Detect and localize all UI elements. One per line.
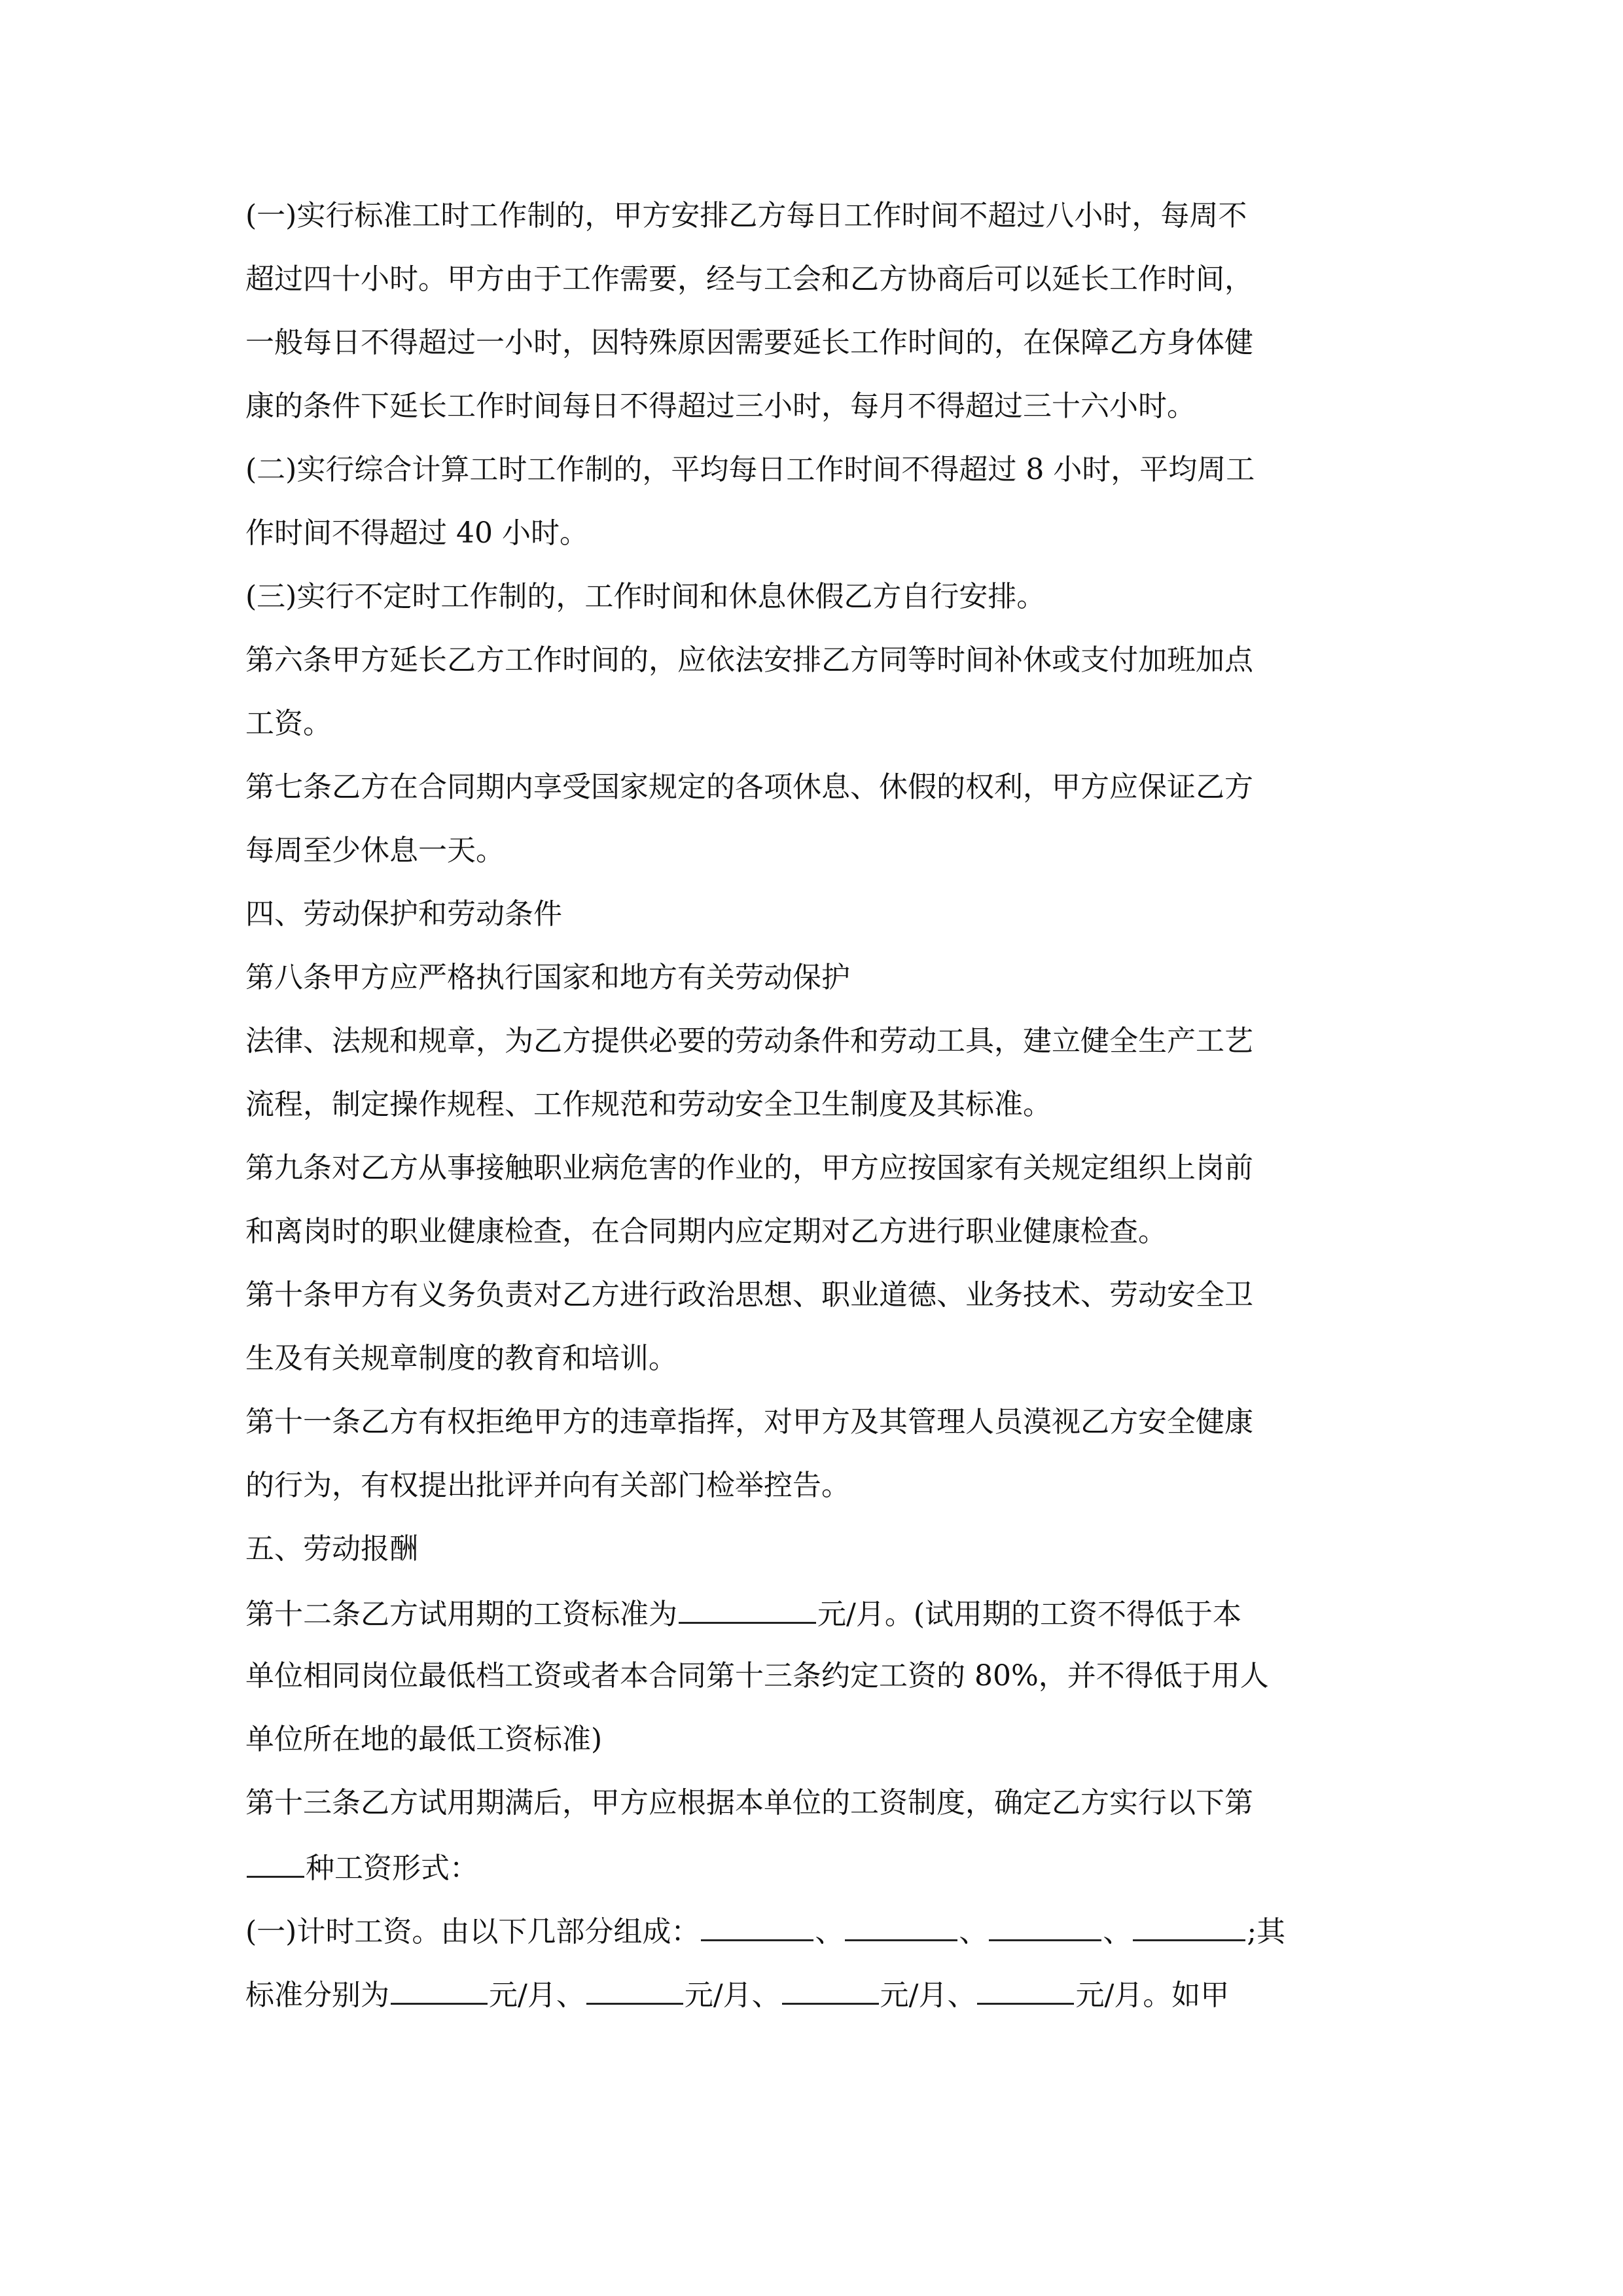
section-heading: 四、劳动保护和劳动条件 bbox=[245, 897, 562, 931]
unit: 元/月 bbox=[489, 1979, 556, 2012]
wage-form-number-blank[interactable] bbox=[247, 1847, 304, 1878]
section-heading: 五、劳动报酬 bbox=[245, 1532, 418, 1566]
line-text: 第十二条乙方试用期的工资标准为 bbox=[245, 1598, 677, 1631]
unit: 元/月 bbox=[880, 1979, 948, 2012]
text-line bbox=[245, 1847, 478, 1886]
text-line: 的行为，有权提出批评并向有关部门检举控告。 bbox=[245, 1469, 850, 1502]
text-line: (二)实行综合计算工时工作制的，平均每日工作时间不得超过 8 小时，平均周工 bbox=[245, 453, 1255, 486]
separator: 、 bbox=[815, 1915, 844, 1948]
text-line: 康的条件下延长工作时间每日不得超过三小时，每月不得超过三十六小时。 bbox=[245, 389, 1196, 423]
text-line: 超过四十小时。甲方由于工作需要，经与工会和乙方协商后可以延长工作时间， bbox=[245, 262, 1253, 296]
unit: 元/月 bbox=[1075, 1979, 1143, 2012]
separator: 、 bbox=[947, 1979, 976, 2012]
text-line: 一般每日不得超过一小时，因特殊原因需要延长工作时间的，在保障乙方身体健 bbox=[245, 326, 1253, 359]
wage-component-blank[interactable] bbox=[989, 1910, 1101, 1941]
separator: 、 bbox=[1103, 1915, 1132, 1948]
text-line: 第九条对乙方从事接触职业病危害的作业的，甲方应按国家有关规定组织上岗前 bbox=[245, 1151, 1253, 1185]
line-text: 。如甲 bbox=[1143, 1979, 1230, 2012]
line-text: 标准分别为 bbox=[245, 1979, 389, 2012]
wage-component-blank[interactable] bbox=[701, 1910, 813, 1941]
text-line: 第七条乙方在合同期内享受国家规定的各项休息、休假的权利，甲方应保证乙方 bbox=[245, 770, 1253, 804]
text-line: 法律、法规和规章，为乙方提供必要的劳动条件和劳动工具，建立健全生产工艺 bbox=[245, 1024, 1253, 1058]
unit: 元/月 bbox=[684, 1979, 752, 2012]
text-line: 流程，制定操作规程、工作规范和劳动安全卫生制度及其标准。 bbox=[245, 1088, 1052, 1121]
text-line: 工资。 bbox=[245, 707, 332, 740]
wage-standard-blank[interactable] bbox=[782, 1974, 879, 2005]
separator: 、 bbox=[959, 1915, 988, 1948]
separator: 、 bbox=[751, 1979, 781, 2012]
line-text: (一)计时工资。由以下几部分组成： bbox=[245, 1915, 700, 1948]
separator: 、 bbox=[556, 1979, 585, 2012]
text-line: 第六条甲方延长乙方工作时间的，应依法安排乙方同等时间补休或支付加班加点 bbox=[245, 643, 1253, 677]
text-line: (一)实行标准工时工作制的，甲方安排乙方每日工作时间不超过八小时，每周不 bbox=[245, 199, 1247, 232]
text-line: 第十三条乙方试用期满后，甲方应根据本单位的工资制度，确定乙方实行以下第 bbox=[245, 1786, 1253, 1820]
wage-component-blank[interactable] bbox=[845, 1910, 957, 1941]
line-text: 元/月。(试用期的工资不得低于本 bbox=[817, 1598, 1241, 1631]
line-text: 种工资形式： bbox=[306, 1852, 478, 1885]
text-line: 每周至少休息一天。 bbox=[245, 834, 505, 867]
line-text: ;其 bbox=[1247, 1915, 1286, 1948]
text-line: (三)实行不定时工作制的，工作时间和休息休假乙方自行安排。 bbox=[245, 580, 1046, 613]
text-line: 生及有关规章制度的教育和培训。 bbox=[245, 1342, 677, 1375]
wage-standard-blank[interactable] bbox=[977, 1974, 1074, 2005]
wage-component-blank[interactable] bbox=[1133, 1910, 1245, 1941]
wage-standard-blank[interactable] bbox=[586, 1974, 683, 2005]
wage-standard-blank[interactable] bbox=[391, 1974, 488, 2005]
text-line bbox=[245, 1974, 1229, 2013]
text-line bbox=[245, 1593, 1241, 1632]
text-line: 作时间不得超过 40 小时。 bbox=[245, 516, 588, 550]
text-line: 单位所在地的最低工资标准) bbox=[245, 1723, 603, 1756]
text-line bbox=[245, 1910, 1285, 1950]
text-line: 单位相同岗位最低档工资或者本合同第十三条约定工资的 80%，并不得低于用人 bbox=[245, 1659, 1269, 1693]
text-line: 第八条甲方应严格执行国家和地方有关劳动保护 bbox=[245, 961, 850, 994]
text-line: 和离岗时的职业健康检查，在合同期内应定期对乙方进行职业健康检查。 bbox=[245, 1215, 1167, 1248]
text-line: 第十条甲方有义务负责对乙方进行政治思想、职业道德、业务技术、劳动安全卫 bbox=[245, 1278, 1253, 1312]
text-line: 第十一条乙方有权拒绝甲方的违章指挥，对甲方及其管理人员漠视乙方安全健康 bbox=[245, 1405, 1253, 1439]
probation-wage-blank[interactable] bbox=[679, 1593, 816, 1624]
